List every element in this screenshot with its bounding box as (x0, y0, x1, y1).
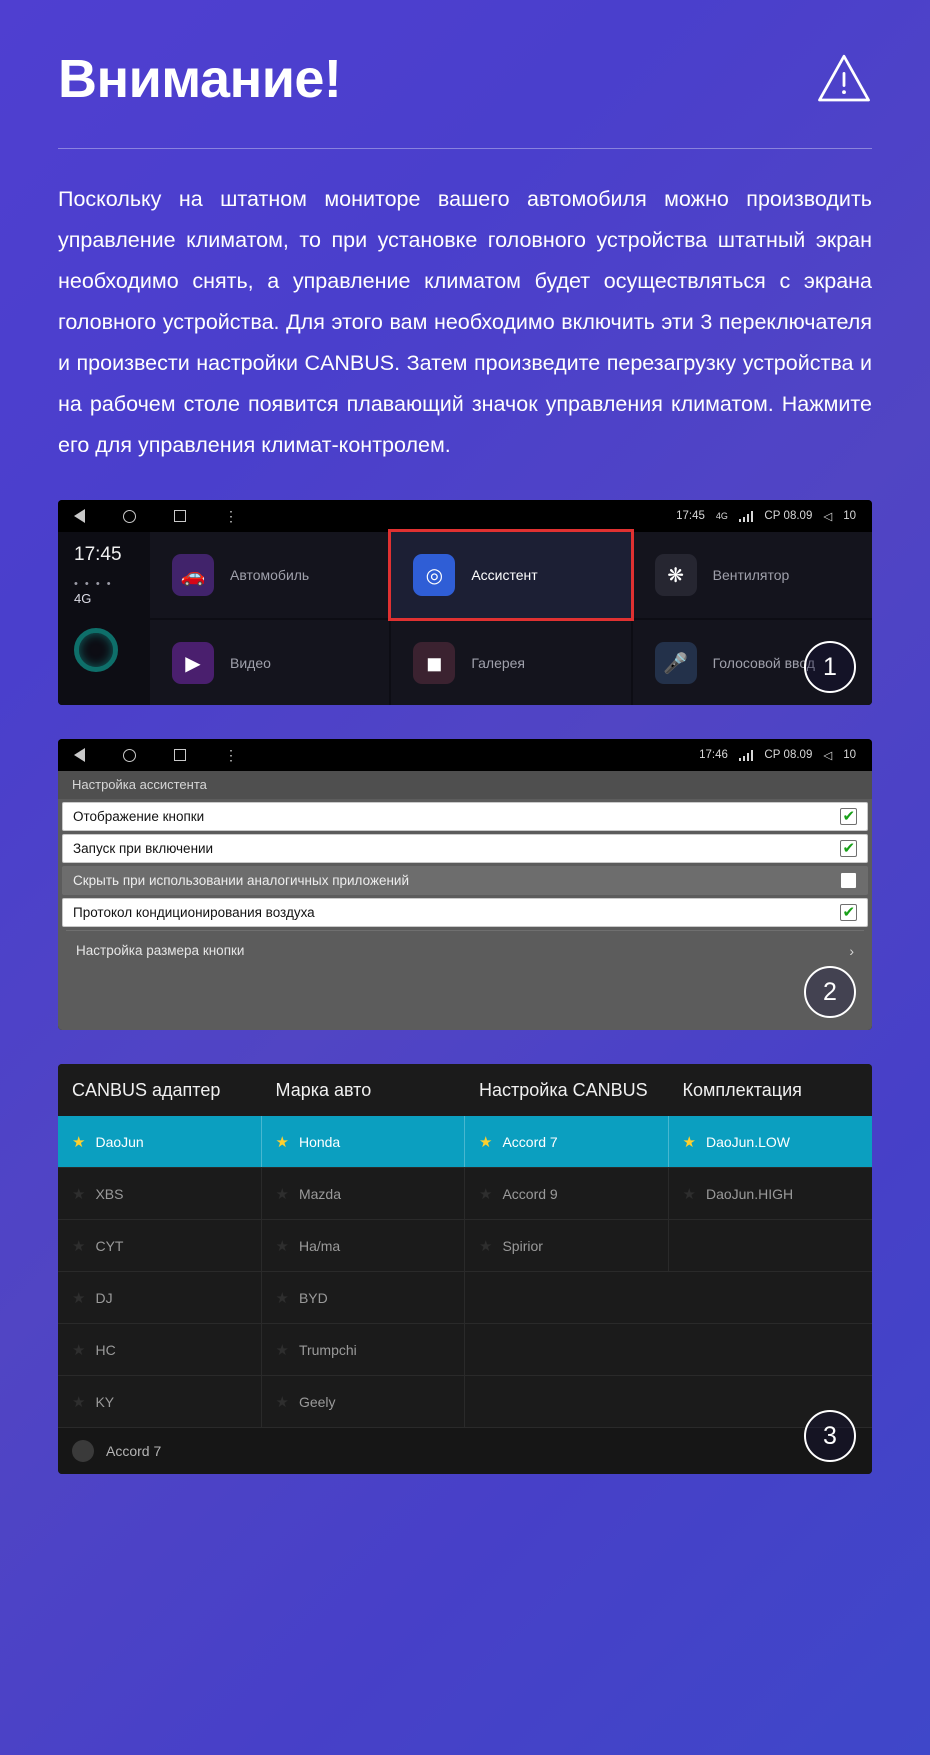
car-icon: 🚗 (172, 554, 214, 596)
statusbar-time-2: 17:46 (699, 749, 728, 761)
recents-icon[interactable] (174, 749, 186, 761)
overflow-menu-icon[interactable]: ⋮ (224, 747, 238, 763)
star-icon: ★ (275, 1289, 289, 1307)
star-icon: ★ (72, 1289, 86, 1307)
star-icon: ★ (682, 1185, 696, 1203)
star-icon: ★ (72, 1237, 86, 1255)
checkbox-autostart[interactable] (840, 840, 857, 857)
settings-list (58, 771, 872, 1030)
tile-label: Видео (230, 655, 271, 671)
cell-text: Trumpchi (298, 1341, 357, 1358)
chevron-right-icon: › (849, 942, 854, 959)
cell-text: Accord 9 (502, 1185, 558, 1202)
cell-adapter[interactable] (58, 1116, 262, 1167)
star-icon: ★ (72, 1393, 86, 1411)
cell-brand[interactable] (262, 1272, 466, 1323)
step-badge-3: 3 (804, 1410, 856, 1462)
cell-canbus (465, 1272, 669, 1323)
launcher-sidebar (58, 532, 150, 705)
cell-trim (669, 1324, 873, 1375)
star-icon: ★ (479, 1133, 493, 1151)
page-title: Внимание! (58, 49, 342, 109)
cell-trim[interactable] (669, 1116, 873, 1167)
volume-icon-2: ◁ (823, 750, 833, 762)
table-row[interactable] (58, 1324, 872, 1376)
star-icon: ★ (479, 1237, 493, 1255)
android-navbar-1 (58, 500, 872, 532)
statusbar-volume-2: 10 (843, 749, 856, 761)
home-icon[interactable] (123, 510, 136, 523)
screenshot-launcher (58, 500, 872, 705)
setting-row-autostart[interactable] (62, 834, 868, 863)
volume-icon-1: ◁ (823, 511, 833, 523)
checkbox-hide-similar[interactable] (840, 872, 857, 889)
table-row[interactable] (58, 1376, 872, 1428)
statusbar-time-1: 17:45 (676, 510, 705, 522)
star-icon: ★ (682, 1133, 696, 1151)
cell-text: HC (95, 1341, 116, 1358)
vehicle-icon (72, 1440, 94, 1462)
assistant-orb-icon[interactable] (74, 628, 118, 672)
statusbar-date-2: СР 08.09 (764, 749, 813, 761)
tile-car[interactable] (150, 532, 389, 618)
cell-text: Mazda (298, 1185, 341, 1202)
star-icon: ★ (275, 1133, 289, 1151)
app-tiles (150, 532, 872, 705)
setting-row-ac-protocol[interactable] (62, 898, 868, 927)
cell-text: Ha/ma (298, 1237, 341, 1254)
settings-section-title: Настройка ассистента (58, 771, 872, 799)
canbus-footer-label: Accord 7 (106, 1443, 162, 1459)
tile-label: Вентилятор (712, 567, 790, 583)
back-icon[interactable] (74, 509, 85, 523)
recents-icon[interactable] (174, 510, 186, 522)
header-divider (58, 148, 872, 149)
checkbox-display-button[interactable] (840, 808, 857, 825)
cell-text: DaoJun.HIGH (705, 1185, 794, 1202)
signal-dots: • • • • (74, 578, 113, 590)
step-badge-1: 1 (804, 641, 856, 693)
canbus-table-header (58, 1064, 872, 1116)
star-icon: ★ (72, 1185, 86, 1203)
tile-assistant[interactable] (391, 532, 630, 618)
cell-canbus (465, 1376, 669, 1427)
star-icon: ★ (275, 1341, 289, 1359)
cell-text: XBS (95, 1185, 124, 1202)
header (58, 0, 872, 110)
cell-text: DaoJun (95, 1133, 144, 1150)
checkbox-ac-protocol[interactable] (840, 904, 857, 921)
setting-row-display-button[interactable] (62, 802, 868, 831)
statusbar-volume-1: 10 (843, 510, 856, 522)
tile-label: Автомобиль (230, 567, 310, 583)
fan-icon: ❋ (655, 554, 697, 596)
description-text: Поскольку на штатном мониторе вашего автомобиля можно производить управление климатом, то при установке головного устройства штатный экран необходимо снять, а управление климатом будет осуществляться с экрана головного устройства. Для этого вам необходимо включить эти 3 переключателя и произвести настройки CANBUS. Затем произведите перезагрузку устройства и на рабочем столе появится плавающий значок управления климатом. Нажмите его для управления климат-контролем. (58, 187, 872, 457)
cell-text: BYD (298, 1289, 328, 1306)
setting-label: Скрыть при использовании аналогичных приложений (73, 873, 410, 888)
cell-text: Honda (298, 1133, 341, 1150)
cell-brand[interactable] (262, 1168, 466, 1219)
cell-adapter[interactable] (58, 1168, 262, 1219)
star-icon: ★ (72, 1341, 86, 1359)
cell-adapter[interactable] (58, 1324, 262, 1375)
gallery-icon: ◼ (413, 642, 455, 684)
tile-label: Галерея (471, 655, 526, 671)
android-navbar-2 (58, 739, 872, 771)
microphone-icon: 🎤 (655, 642, 697, 684)
setting-label: Запуск при включении (73, 841, 214, 856)
setting-label: Настройка размера кнопки (76, 943, 245, 958)
assistant-icon: ◎ (413, 554, 455, 596)
launcher-body (58, 532, 872, 705)
setting-label: Протокол кондиционирования воздуха (73, 905, 315, 920)
setting-row-hide-similar[interactable] (62, 866, 868, 895)
cell-canbus[interactable] (465, 1168, 669, 1219)
screenshot-assistant-settings (58, 739, 872, 1030)
screenshot-canbus (58, 1064, 872, 1474)
table-row[interactable] (58, 1272, 872, 1324)
cell-brand[interactable] (262, 1376, 466, 1427)
table-row[interactable] (58, 1116, 872, 1168)
tile-label: Ассистент (471, 567, 538, 583)
star-icon: ★ (72, 1133, 86, 1151)
setting-label: Отображение кнопки (73, 809, 205, 824)
cell-canbus (465, 1324, 669, 1375)
home-icon[interactable] (123, 749, 136, 762)
setting-row-button-size[interactable] (62, 936, 868, 965)
cell-text: Accord 7 (502, 1133, 558, 1150)
statusbar-date-1: СР 08.09 (764, 510, 813, 522)
network-label: 4G (74, 591, 92, 606)
table-row[interactable] (58, 1220, 872, 1272)
cell-brand[interactable] (262, 1220, 466, 1271)
cell-adapter[interactable] (58, 1272, 262, 1323)
tile-fan[interactable] (633, 532, 872, 618)
table-row[interactable] (58, 1168, 872, 1220)
cell-brand[interactable] (262, 1324, 466, 1375)
video-icon: ▶ (172, 642, 214, 684)
tile-gallery[interactable] (391, 620, 630, 705)
cell-trim (669, 1272, 873, 1323)
description (58, 179, 872, 466)
column-header-canbus: Настройка CANBUS (479, 1079, 648, 1100)
star-icon: ★ (275, 1185, 289, 1203)
launcher-clock: 17:45 (74, 544, 122, 565)
cell-adapter[interactable] (58, 1376, 262, 1427)
overflow-menu-icon[interactable]: ⋮ (224, 508, 238, 524)
cell-trim[interactable] (669, 1168, 873, 1219)
column-header-brand: Марка авто (275, 1079, 372, 1100)
column-header-adapter: CANBUS адаптер (72, 1079, 221, 1100)
cell-adapter[interactable] (58, 1220, 262, 1271)
cell-trim (669, 1220, 873, 1271)
cell-text: CYT (95, 1237, 124, 1254)
warning-triangle-icon (816, 51, 872, 107)
cell-text: KY (95, 1393, 115, 1410)
cell-canbus[interactable] (465, 1116, 669, 1167)
canbus-footer (58, 1428, 872, 1474)
star-icon: ★ (275, 1393, 289, 1411)
cell-canbus[interactable] (465, 1220, 669, 1271)
cell-text: Spirior (502, 1237, 543, 1254)
cell-text: DJ (95, 1289, 113, 1306)
cell-brand[interactable] (262, 1116, 466, 1167)
tile-video[interactable] (150, 620, 389, 705)
star-icon: ★ (479, 1185, 493, 1203)
tile-label: Голосовой ввод (712, 655, 815, 671)
settings-divider (66, 930, 864, 931)
cell-text: Geely (298, 1393, 336, 1410)
signal-icon-1 (739, 511, 754, 522)
back-icon[interactable] (74, 748, 85, 762)
statusbar-network-1: 4G (715, 511, 728, 521)
cell-text: DaoJun.LOW (705, 1133, 790, 1150)
star-icon: ★ (275, 1237, 289, 1255)
step-badge-2: 2 (804, 966, 856, 1018)
column-header-trim: Комплектация (682, 1079, 802, 1100)
signal-icon-2 (739, 750, 754, 761)
